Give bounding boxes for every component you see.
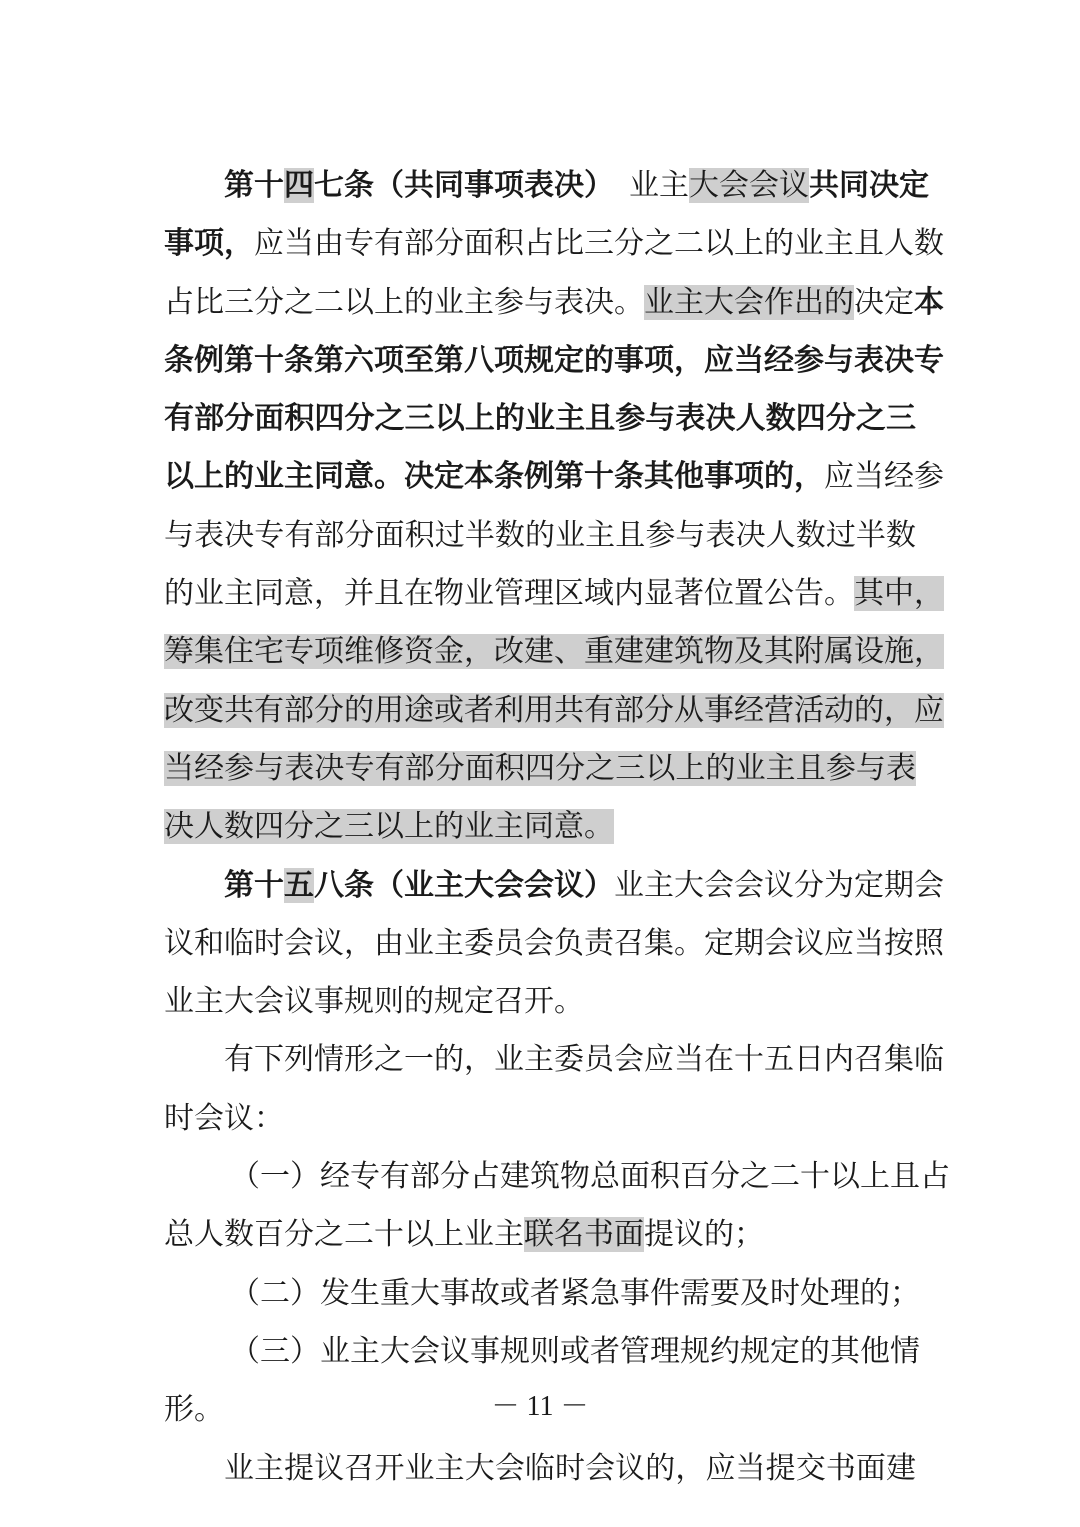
highlighted-text: 业主大会作出的 <box>644 284 854 320</box>
text-run: 本 <box>914 284 944 320</box>
text-run: 时会议： <box>164 1100 284 1136</box>
text-run: 议和临时会议，由业主委员会负责召集。定期会议应当按照 <box>164 925 944 961</box>
text-line <box>164 1265 920 1323</box>
text-run: 业主大会议事规则的规定召开。 <box>164 984 584 1020</box>
text-run: 应当由专有部分面积占比三分之二以上的业主且人数 <box>254 226 944 262</box>
text-line <box>164 915 944 973</box>
text-run: 业主提议召开业主大会临时会议的，应当提交书面建 <box>224 1450 916 1486</box>
highlighted-text: 大会会议 <box>689 168 809 203</box>
text-line <box>164 857 944 915</box>
text-line <box>164 1206 916 1264</box>
text-run: 占比三分之二以上的业主参与表决。 <box>164 284 644 320</box>
text-line <box>164 1323 920 1381</box>
highlighted-text: 四 <box>284 168 314 203</box>
text-line <box>164 507 916 565</box>
text-line <box>164 1031 944 1089</box>
highlighted-text: 五 <box>284 867 314 903</box>
page-number: － 11 － <box>491 1391 589 1422</box>
highlighted-text: 联名书面 <box>524 1217 644 1253</box>
text-run: 形。 <box>164 1392 224 1428</box>
text-run: 决定 <box>854 284 914 320</box>
text-run: 事项， <box>164 226 254 262</box>
text-line <box>164 332 944 390</box>
text-run: 共同决定 <box>809 168 929 203</box>
text-run: 条例第十条第六项至第八项规定的事项，应当经参与表决专 <box>164 342 944 378</box>
text-run: 以上的业主同意。决定本条例第十条其他事项的， <box>164 459 824 495</box>
text-line <box>164 157 929 215</box>
text-line <box>164 1090 916 1148</box>
text-line <box>164 973 916 1031</box>
text-run: 与表决专有部分面积过半数的业主且参与表决人数过半数 <box>164 517 916 553</box>
text-run: 七条（共同事项表决） <box>314 168 599 203</box>
text-run: （三）业主大会议事规则或者管理规约规定的其他情 <box>230 1333 920 1369</box>
text-line <box>164 740 916 798</box>
page-body <box>164 157 950 1498</box>
text-run: 业主大会会议分为定期会 <box>614 867 944 903</box>
text-run: 第十 <box>224 867 284 903</box>
text-run: 有下列情形之一的，业主委员会应当在十五日内召集临 <box>224 1042 944 1078</box>
text-line <box>164 1440 916 1498</box>
text-line <box>164 448 944 506</box>
text-run: 的业主同意，并且在物业管理区域内显著位置公告。 <box>164 576 854 612</box>
text-line <box>164 1148 950 1206</box>
highlighted-text: 筹集住宅专项维修资金，改建、重建建筑物及其附属设施， <box>164 634 944 670</box>
text-line <box>164 215 944 273</box>
text-line <box>164 623 944 681</box>
highlighted-text: 决人数四分之三以上的业主同意。 <box>164 809 614 845</box>
text-run: 提议的； <box>644 1217 764 1253</box>
text-line <box>164 682 944 740</box>
text-run: 总人数百分之二十以上业主 <box>164 1217 524 1253</box>
highlighted-text: 改变共有部分的用途或者利用共有部分从事经营活动的，应 <box>164 692 944 728</box>
text-line <box>164 798 916 856</box>
text-line <box>164 565 944 623</box>
text-run: （一）经专有部分占建筑物总面积百分之二十以上且占 <box>230 1159 950 1195</box>
text-run: 第十 <box>224 168 284 203</box>
text-run: 八条（业主大会会议） <box>314 867 614 903</box>
highlighted-text: 当经参与表决专有部分面积四分之三以上的业主且参与表 <box>164 750 916 786</box>
text-run: （二）发生重大事故或者紧急事件需要及时处理的； <box>230 1275 920 1311</box>
text-line <box>164 390 916 448</box>
text-line <box>164 274 944 332</box>
text-run: 应当经参 <box>824 459 944 495</box>
text-run: 业主 <box>599 168 689 203</box>
highlighted-text: 其中， <box>854 576 944 612</box>
text-run: 有部分面积四分之三以上的业主且参与表决人数四分之三 <box>164 401 916 437</box>
